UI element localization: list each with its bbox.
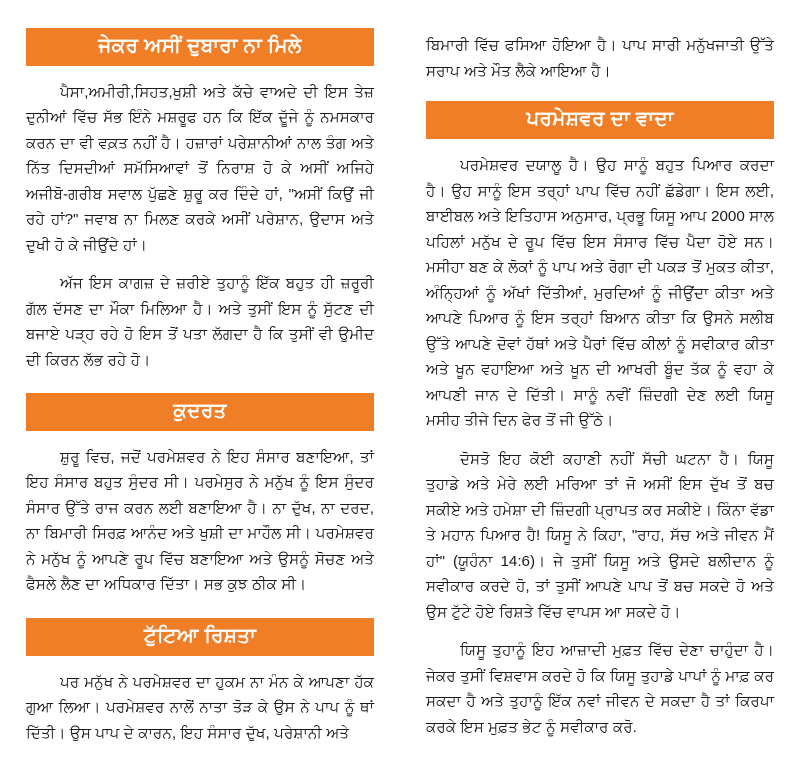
spacer (426, 139, 774, 153)
heading-broken-relationship: ਟੁੱਟਿਆ ਰਿਸ਼ਤਾ (26, 618, 374, 656)
spacer (426, 625, 774, 638)
spacer (26, 258, 374, 271)
paragraph-free-gift-invitation: ਯਿਸੂ ਤੁਹਾਨੂੰ ਇਹ ਆਜ਼ਾਦੀ ਮੁਫ਼ਤ ਵਿੱਚ ਦੇਣਾ ਚਾਹੁੰਦਾ ਹੈ। ਜੇਕਰ ਤੁਸੀਂ ਵਿਸ਼ਵਾਸ ਕਰਦੇ ਹੋ ਕਿ ਯਿਸੂ ਤੁਹਾਡੇ ਪਾਪਾਂ ਨੂੰ ਮਾਫ਼ ਕਰ ਸਕਦਾ ਹੈ ਅਤੇ ਤੁਹਾਨੂੰ ਇੱਕ ਨਵਾਂ ਜੀਵਨ ਦੇ ਸਕਦਾ ਹੈ ਤਾਂ ਕਿਰਪਾ ਕਰਕੇ ਇਸ ਮੁਫ਼ਤ ਭੇਟ ਨੂੰ ਸਵੀਕਾਰ ਕਰੋ. (426, 642, 774, 736)
spacer (26, 66, 374, 80)
right-column (426, 28, 774, 746)
spacer (26, 656, 374, 670)
spacer (26, 431, 374, 445)
spacer (26, 598, 374, 618)
paragraph-important-message: ਅੱਜ ਇਸ ਕਾਗਜ਼ ਦੇ ਜ਼ਰੀਏ ਤੁਹਾਨੂੰ ਇੱਕ ਬਹੁਤ ਹੀ ਜ਼ਰੂਰੀ ਗੱਲ ਦੱਸਣ ਦਾ ਮੌਕਾ ਮਿਲਿਆ ਹੈ। ਅਤੇ ਤੁਸੀਂ ਇਸ ਨੂੰ ਸੁੱਟਣ ਦੀ ਬਜਾਏ ਪੜ੍ਹ ਰਹੇ ਹੋ ਇਸ ਤੋਂ ਪਤਾ ਲੱਗਦਾ ਹੈ ਕਿ ਤੁਸੀਂ ਵੀ ਉਮੀਦ ਦੀ ਕਿਰਨ ਲੱਭ ਰਹੇ ਹੋ। (26, 275, 374, 369)
paragraph-jesus-sacrifice: ਪਰਮੇਸ਼ਵਰ ਦਯਾਲੂ ਹੈ। ਉਹ ਸਾਨੂੰ ਬਹੁਤ ਪਿਆਰ ਕਰਦਾ ਹੈ। ਉਹ ਸਾਨੂੰ ਇਸ ਤਰ੍ਹਾਂ ਪਾਪ ਵਿੱਚ ਨਹੀਂ ਛੱਡੇਗਾ। ਇਸ ਲਈ, ਬਾਈਬਲ ਅਤੇ ਇਤਿਹਾਸ ਅਨੁਸਾਰ, ਪ੍ਰਭੂ ਯਿਸੂ ਆਪ 2000 ਸਾਲ ਪਹਿਲਾਂ ਮਨੁੱਖ ਦੇ ਰੂਪ ਵਿੱਚ ਇਸ ਸੰਸਾਰ ਵਿੱਚ ਪੈਦਾ ਹੋਏ ਸਨ। ਮਸੀਹਾ ਬਣ ਕੇ ਲੋਕਾਂ ਨੂੰ ਪਾਪ ਅਤੇ ਰੋਗਾ ਦੀ ਪਕੜ ਤੋਂ ਮੁਕਤ ਕੀਤਾ, ਅੰਨ੍ਹਿਆਂ ਨੂੰ ਅੱਖਾਂ ਦਿੱਤੀਆਂ, ਮੁਰਦਿਆਂ ਨੂੰ ਜੀਉਂਦਾ ਕੀਤਾ ਅਤੇ ਆਪਣੇ ਪਿਆਰ ਨੂੰ ਇਸ ਤਰ੍ਹਾਂ ਬਿਆਨ ਕੀਤਾ ਕਿ ਉਸਨੇ ਸਲੀਬ ਉੱਤੇ ਆਪਣੇ ਦੋਵਾਂ ਹੱਥਾਂ ਅਤੇ ਪੈਰਾਂ ਵਿੱਚ ਕੀਲਾਂ ਨੂੰ ਸਵੀਕਾਰ ਕੀਤਾ ਅਤੇ ਖੂਨ ਵਹਾਇਆ ਅਤੇ ਖੂਨ ਦੀ ਆਖਰੀ ਬੂੰਦ ਤੱਕ ਨੂੰ ਵਹਾ ਕੇ ਆਪਣੀ ਜਾਨ ਦੇ ਦਿੱਤੀ। ਸਾਨੂੰ ਨਵੀਂ ਜ਼ਿੰਦਗੀ ਦੇਣ ਲਈ ਯਿਸੂ ਮਸੀਹ ਤੀਜੇ ਦਿਨ ਫੇਰ ਤੋਂ ਜੀ ਉੱਠੇ। (426, 157, 774, 429)
heading-if-we-dont-meet-again: ਜੇਕਰ ਅਸੀਂ ਦੁਬਾਰਾ ਨਾ ਮਿਲੇ (26, 28, 374, 66)
spacer (426, 434, 774, 447)
paragraph-true-story-john-14-6: ਦੋਸਤੋ ਇਹ ਕੋਈ ਕਹਾਣੀ ਨਹੀਂ ਸੱਚੀ ਘਟਨਾ ਹੈ। ਯਿਸੂ ਤੁਹਾਡੇ ਅਤੇ ਮੇਰੇ ਲਈ ਮਰਿਆ ਤਾਂ ਜੋ ਅਸੀਂ ਇਸ ਦੁੱਖ ਤੋਂ ਬਚ ਸਕੀਏ ਅਤੇ ਹਮੇਸ਼ਾ ਦੀ ਜ਼ਿੰਦਗੀ ਪ੍ਰਾਪਤ ਕਰ ਸਕੀਏ। ਕਿੰਨਾ ਵੱਡਾ ਤੇ ਮਹਾਨ ਪਿਆਰ ਹੈ! ਯਿਸੂ ਨੇ ਕਿਹਾ, "ਰਾਹ, ਸੱਚ ਅਤੇ ਜੀਵਨ ਮੈਂ ਹਾਂ" (ਯੂਹੰਨਾ 14:6)। ਜੇ ਤੁਸੀਂ ਯਿਸੂ ਅਤੇ ਉਸਦੇ ਬਲੀਦਾਨ ਨੂੰ ਸਵੀਕਾਰ ਕਰਦੇ ਹੋ, ਤਾਂ ਤੁਸੀਂ ਆਪਣੇ ਪਾਪ ਤੋਂ ਬਚ ਸਕਦੇ ਹੋ ਅਤੇ ਉਸ ਟੁੱਟੇ ਹੋਏ ਰਿਸ਼ਤੇ ਵਿੱਚ ਵਾਪਸ ਆ ਸਕਦੇ ਹੋ। (426, 450, 774, 621)
spacer (426, 84, 774, 101)
heading-gods-promise: ਪਰਮੇਸ਼ਵਰ ਦਾ ਵਾਦਾ (426, 101, 774, 139)
spacer (26, 373, 374, 393)
left-column (26, 28, 374, 746)
paragraph-sin-continuation: ਬਿਮਾਰੀ ਵਿੱਚ ਫਸਿਆ ਹੋਇਆ ਹੈ। ਪਾਪ ਸਾਰੀ ਮਨੁੱਖਜਾਤੀ ਉੱਤੇ ਸਰਾਪ ਅਤੇ ਮੌਤ ਲੈਕੇ ਆਇਆ ਹੈ। (426, 37, 774, 80)
heading-nature: ਕੁਦਰਤ (26, 393, 374, 431)
paragraph-busy-world: ਪੈਸਾ,ਅਮੀਰੀ,ਸਿਹਤ,ਖੁਸ਼ੀ ਅਤੇ ਕੱਚੇ ਵਾਅਦੇ ਦੀ ਇਸ ਤੇਜ਼ ਦੁਨੀਆਂ ਵਿੱਚ ਸੱਭ ਇੰਨੇ ਮਸ਼ਰੂਫ ਹਨ ਕਿ ਇੱਕ ਦੂੱਜੇ ਨੂੰ ਨਮਸਕਾਰ ਕਰਨ ਦਾ ਵੀ ਵਕ਼ਤ ਨਹੀਂ ਹੈ। ਹਜ਼ਾਰਾਂ ਪਰੇਸ਼ਾਨੀਆਂ ਨਾਲ ਤੰਗ ਅਤੇ ਨਿੱਤ ਦਿਸਦੀਆਂ ਸਮੱਸਿਆਵਾਂ ਤੋਂ ਨਿਰਾਸ਼ ਹੋ ਕੇ ਅਸੀਂ ਅਜਿਹੇ ਅਜੀਬੋ-ਗਰੀਬ ਸਵਾਲ ਪੁੱਛਣੇ ਸ਼ੁਰੂ ਕਰ ਦਿੰਦੇ ਹਾਂ, "ਅਸੀਂ ਕਿਉਂ ਜੀ ਰਹੇ ਹਾਂ?" ਜਵਾਬ ਨਾ ਮਿਲਣ ਕਰਕੇ ਅਸੀਂ ਪਰੇਸ਼ਾਨ, ਉਦਾਸ ਅਤੇ ਦੁਖੀ ਹੋ ਕੇ ਜੀਉਂਦੇ ਹਾਂ। (26, 83, 374, 254)
paragraph-creation: ਸ਼ੁਰੂ ਵਿਚ, ਜਦੋਂ ਪਰਮੇਸ਼ਵਰ ਨੇ ਇਹ ਸੰਸਾਰ ਬਣਾਇਆ, ਤਾਂ ਇਹ ਸੰਸਾਰ ਬਹੁਤ ਸੁੰਦਰ ਸੀ। ਪਰਮੇਸੁਰ ਨੇ ਮਨੁੱਖ ਨੂੰ ਇਸ ਸੁੰਦਰ ਸੰਸਾਰ ਉੱਤੇ ਰਾਜ ਕਰਨ ਲਈ ਬਣਾਇਆ ਹੈ। ਨਾ ਦੁੱਖ, ਨਾ ਦਰਦ, ਨਾ ਬਿਮਾਰੀ ਸਿਰਫ਼ ਆਨੰਦ ਅਤੇ ਖੁਸ਼ੀ ਦਾ ਮਾਹੌਲ ਸੀ। ਪਰਮੇਸ਼ਵਰ ਨੇ ਮਨੁੱਖ ਨੂੰ ਆਪਣੇ ਰੂਪ ਵਿੱਚ ਬਣਾਇਆ ਅਤੇ ਉਸਨੂੰ ਸੋਚਣ ਅਤੇ ਫੈਸਲੇ ਲੈਣ ਦਾ ਅਧਿਕਾਰ ਦਿੱਤਾ। ਸਭ ਕੁਝ ਠੀਕ ਸੀ। (26, 448, 374, 594)
paragraph-disobedience: ਪਰ ਮਨੁੱਖ ਨੇ ਪਰਮੇਸ਼ਵਰ ਦਾ ਹੁਕਮ ਨਾ ਮੰਨ ਕੇ ਆਪਣਾ ਹੱਕ ਗੁਆ ਲਿਆ। ਪਰਮੇਸ਼ਵਰ ਨਾਲੋਂ ਨਾਤਾ ਤੋੜ ਕੇ ਉਸ ਨੇ ਪਾਪ ਨੂੰ ਥਾਂ ਦਿੱਤੀ। ਉਸ ਪਾਪ ਦੇ ਕਾਰਨ, ਇਹ ਸੰਸਾਰ ਦੁੱਖ, ਪਰੇਸ਼ਾਨੀ ਅਤੇ (26, 673, 374, 742)
